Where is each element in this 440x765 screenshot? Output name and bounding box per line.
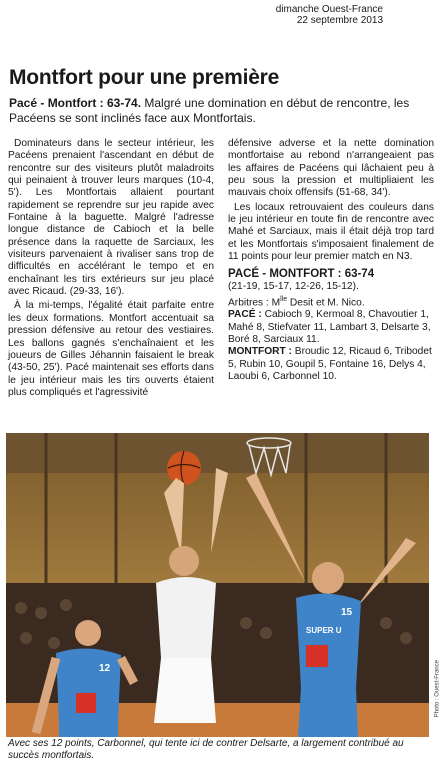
newspaper-name: dimanche Ouest-France xyxy=(275,4,383,15)
result-pace: PACÉ : Cabioch 9, Kermoal 8, Chavoutier 1, Mahé 8, Stiefvater 11, Lambart 3, Delsarte 3, Boré 8, Sarciaux 11. xyxy=(228,309,431,346)
jersey-number-left: 12 xyxy=(99,663,111,674)
paragraph-2: À la mi-temps, l'égalité était parfaite entre les deux formations. Montfort accentuait sa pression défensive au retour des vestiaires. Les ballons gagnés s'enchaînaient et les joueurs de Gilles Jéhannin faisaient le break (43-50, 25'). Pacé maintenait ses efforts dans le jeu intérieur mais les tirs ouverts étaient plus compliqués et l'agressivité xyxy=(8,300,214,398)
game-photo xyxy=(6,433,429,737)
result-referees: Arbitres : $M^{lle}$ Desit et M. Nico. xyxy=(228,295,365,309)
photo-credit: Photo : Ouest-France xyxy=(434,660,440,718)
column-right xyxy=(228,138,434,383)
publication-date: 22 septembre 2013 xyxy=(296,15,383,26)
paragraph-1: Dominateurs dans le secteur intérieur, les Pacéens prenaient l'ascendant en début de rencontre sur des visiteurs plutôt maladroits qui peinaient à trouver leurs marques (10-4, 5'). Les Montfortais allaient pourtant rapidement se reprendre sur jeu rapide avec Fontaine à la baguette. Malgré l'adresse longue distance de Cabioch et la belle présence dans la raquette de Sarciaux, les visiteurs parvenaient à rivaliser sans trop de difficultés en accélérant le tempo et en enchaînant les tirs extérieurs sur jeu placé avec Ricaud. (29-33, 16'). xyxy=(8,138,214,298)
header xyxy=(276,4,383,26)
lede-text: Malgré une domination en début de rencontre, les Pacéens se sont inclinés face aux Montfortais. xyxy=(9,96,410,125)
article-title: Montfort pour une première xyxy=(9,66,280,89)
article-lede xyxy=(9,96,429,125)
result-montfort: MONTFORT : Broudic 12, Ricaud 6, Tribodet 5, Rubin 10, Goupil 5, Fontaine 16, Delys 4, Laoubi 6, Carbonnel 10. xyxy=(228,346,432,382)
result-quarters: (21-19, 15-17, 12-26, 15-12). xyxy=(228,281,359,293)
result-score: PACÉ - MONTFORT : 63-74 xyxy=(228,268,375,281)
jersey-number-right: 15 xyxy=(341,607,353,618)
paragraph-4: Les locaux retrouvaient des couleurs dans le jeu intérieur en toute fin de rencontre avec Mahé et Sarciaux, mais il était déjà trop tard et les Montfortais s'imposaient finalement de 11 points pour leur premier match en N3. xyxy=(228,201,434,263)
lede-score: Pacé - Montfort : 63-74. xyxy=(9,96,142,110)
paragraph-3: défensive adverse et la nette domination montfortaise au rebond n'arrangeaient pas les affaires de Pacéens qui lâchaient peu à peu sous la pression et multipliaient les mauvais choix offensifs (51-68, 34'). xyxy=(228,138,434,199)
photo-caption: Avec ses 12 points, Carbonnel, qui tente ici de contrer Delsarte, a largement contribué au succès montfortais. xyxy=(8,738,404,761)
column-left xyxy=(8,138,214,399)
svg-text:SUPER U: SUPER U xyxy=(306,626,342,635)
photo-illustration xyxy=(6,433,429,737)
result-box xyxy=(228,267,434,383)
